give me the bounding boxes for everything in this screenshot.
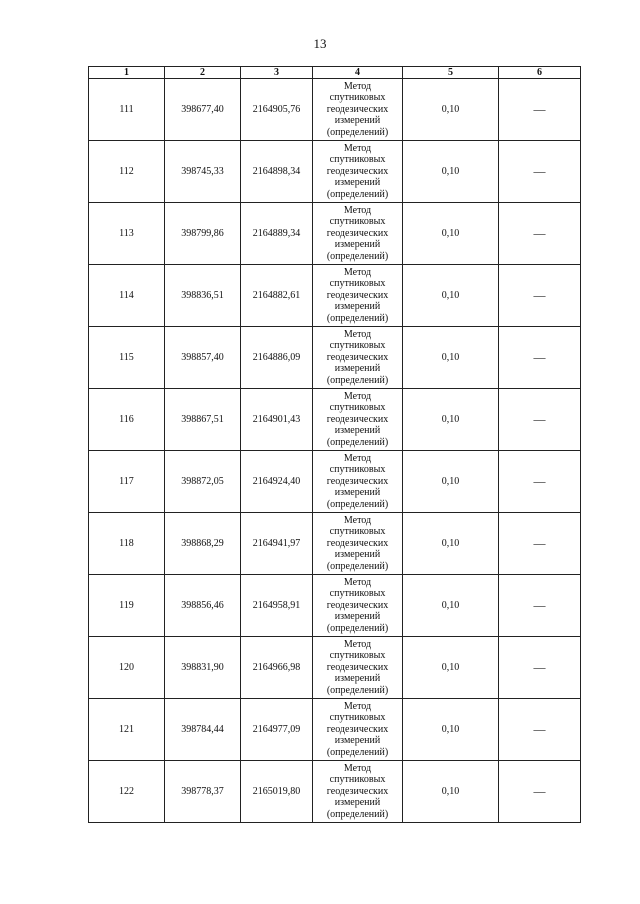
accuracy-cell: 0,10 bbox=[403, 699, 499, 761]
accuracy-cell: 0,10 bbox=[403, 327, 499, 389]
method-line: измерений bbox=[334, 797, 381, 809]
method-line: спутниковых bbox=[329, 774, 386, 786]
note-cell: — bbox=[499, 141, 581, 203]
method-line: геодезических bbox=[326, 351, 389, 363]
method-line: спутниковых bbox=[329, 154, 386, 166]
table-row bbox=[89, 699, 581, 761]
method-cell bbox=[313, 699, 403, 761]
note-cell: — bbox=[499, 699, 581, 761]
header-col-6: 6 bbox=[499, 67, 581, 79]
table-row bbox=[89, 79, 581, 141]
point-number-cell: 122 bbox=[89, 761, 165, 823]
table-row bbox=[89, 327, 581, 389]
note-cell: — bbox=[499, 389, 581, 451]
note-cell: — bbox=[499, 327, 581, 389]
method-cell bbox=[313, 79, 403, 141]
note-cell: — bbox=[499, 637, 581, 699]
accuracy-cell: 0,10 bbox=[403, 451, 499, 513]
method-line: (определений) bbox=[326, 312, 389, 324]
point-number-cell: 113 bbox=[89, 203, 165, 265]
method-cell bbox=[313, 203, 403, 265]
accuracy-cell: 0,10 bbox=[403, 637, 499, 699]
method-cell bbox=[313, 575, 403, 637]
note-cell: — bbox=[499, 761, 581, 823]
method-line: геодезических bbox=[326, 289, 389, 301]
accuracy-cell: 0,10 bbox=[403, 79, 499, 141]
method-line: Метод bbox=[343, 514, 372, 526]
point-number-cell: 111 bbox=[89, 79, 165, 141]
y-coordinate-cell: 2164966,98 bbox=[241, 637, 313, 699]
method-cell bbox=[313, 513, 403, 575]
method-line: Метод bbox=[343, 452, 372, 464]
header-col-2: 2 bbox=[165, 67, 241, 79]
header-col-3: 3 bbox=[241, 67, 313, 79]
method-line: Метод bbox=[343, 328, 372, 340]
method-cell bbox=[313, 451, 403, 513]
point-number-cell: 115 bbox=[89, 327, 165, 389]
method-line: геодезических bbox=[326, 661, 389, 673]
y-coordinate-cell: 2164924,40 bbox=[241, 451, 313, 513]
method-line: Метод bbox=[343, 762, 372, 774]
method-line: измерений bbox=[334, 735, 381, 747]
table-header-row bbox=[89, 67, 581, 79]
method-line: Метод bbox=[343, 80, 372, 92]
x-coordinate-cell: 398677,40 bbox=[165, 79, 241, 141]
method-line: (определений) bbox=[326, 436, 389, 448]
accuracy-cell: 0,10 bbox=[403, 761, 499, 823]
method-line: геодезических bbox=[326, 723, 389, 735]
method-line: спутниковых bbox=[329, 650, 386, 662]
x-coordinate-cell: 398836,51 bbox=[165, 265, 241, 327]
method-line: измерений bbox=[334, 115, 381, 127]
table-row bbox=[89, 203, 581, 265]
method-cell bbox=[313, 265, 403, 327]
accuracy-cell: 0,10 bbox=[403, 575, 499, 637]
method-line: измерений bbox=[334, 239, 381, 251]
method-line: геодезических bbox=[326, 537, 389, 549]
accuracy-cell: 0,10 bbox=[403, 265, 499, 327]
y-coordinate-cell: 2164958,91 bbox=[241, 575, 313, 637]
method-line: Метод bbox=[343, 266, 372, 278]
method-line: Метод bbox=[343, 576, 372, 588]
y-coordinate-cell: 2164898,34 bbox=[241, 141, 313, 203]
page-number: 13 bbox=[313, 36, 327, 51]
x-coordinate-cell: 398745,33 bbox=[165, 141, 241, 203]
point-number-cell: 121 bbox=[89, 699, 165, 761]
accuracy-cell: 0,10 bbox=[403, 141, 499, 203]
method-line: геодезических bbox=[326, 103, 389, 115]
method-line: (определений) bbox=[326, 374, 389, 386]
method-line: Метод bbox=[343, 204, 372, 216]
y-coordinate-cell: 2164941,97 bbox=[241, 513, 313, 575]
coordinates-table-container bbox=[88, 66, 580, 823]
header-col-1: 1 bbox=[89, 67, 165, 79]
point-number-cell: 116 bbox=[89, 389, 165, 451]
table-row bbox=[89, 451, 581, 513]
method-cell bbox=[313, 141, 403, 203]
accuracy-cell: 0,10 bbox=[403, 203, 499, 265]
method-line: Метод bbox=[343, 638, 372, 650]
note-cell: — bbox=[499, 513, 581, 575]
table-row bbox=[89, 575, 581, 637]
method-line: измерений bbox=[334, 363, 381, 375]
method-line: спутниковых bbox=[329, 712, 386, 724]
y-coordinate-cell: 2164905,76 bbox=[241, 79, 313, 141]
method-line: (определений) bbox=[326, 622, 389, 634]
method-line: Метод bbox=[343, 700, 372, 712]
x-coordinate-cell: 398868,29 bbox=[165, 513, 241, 575]
method-line: (определений) bbox=[326, 560, 389, 572]
x-coordinate-cell: 398872,05 bbox=[165, 451, 241, 513]
x-coordinate-cell: 398799,86 bbox=[165, 203, 241, 265]
method-line: измерений bbox=[334, 425, 381, 437]
method-line: спутниковых bbox=[329, 526, 386, 538]
header-col-4: 4 bbox=[313, 67, 403, 79]
y-coordinate-cell: 2164882,61 bbox=[241, 265, 313, 327]
method-cell bbox=[313, 637, 403, 699]
method-line: измерений bbox=[334, 611, 381, 623]
method-line: спутниковых bbox=[329, 464, 386, 476]
method-line: (определений) bbox=[326, 498, 389, 510]
note-cell: — bbox=[499, 451, 581, 513]
x-coordinate-cell: 398856,46 bbox=[165, 575, 241, 637]
x-coordinate-cell: 398857,40 bbox=[165, 327, 241, 389]
note-cell: — bbox=[499, 265, 581, 327]
x-coordinate-cell: 398831,90 bbox=[165, 637, 241, 699]
y-coordinate-cell: 2165019,80 bbox=[241, 761, 313, 823]
method-line: геодезических bbox=[326, 475, 389, 487]
method-line: (определений) bbox=[326, 250, 389, 262]
method-line: спутниковых bbox=[329, 340, 386, 352]
point-number-cell: 120 bbox=[89, 637, 165, 699]
method-line: Метод bbox=[343, 390, 372, 402]
point-number-cell: 114 bbox=[89, 265, 165, 327]
point-number-cell: 119 bbox=[89, 575, 165, 637]
method-line: измерений bbox=[334, 177, 381, 189]
method-line: геодезических bbox=[326, 785, 389, 797]
method-line: спутниковых bbox=[329, 92, 386, 104]
y-coordinate-cell: 2164886,09 bbox=[241, 327, 313, 389]
method-line: геодезических bbox=[326, 227, 389, 239]
accuracy-cell: 0,10 bbox=[403, 389, 499, 451]
method-line: спутниковых bbox=[329, 588, 386, 600]
table-row bbox=[89, 513, 581, 575]
method-line: измерений bbox=[334, 673, 381, 685]
note-cell: — bbox=[499, 203, 581, 265]
method-line: (определений) bbox=[326, 188, 389, 200]
method-line: геодезических bbox=[326, 599, 389, 611]
method-cell bbox=[313, 327, 403, 389]
table-row bbox=[89, 637, 581, 699]
note-cell: — bbox=[499, 79, 581, 141]
note-cell: — bbox=[499, 575, 581, 637]
point-number-cell: 117 bbox=[89, 451, 165, 513]
table-row bbox=[89, 761, 581, 823]
method-cell bbox=[313, 761, 403, 823]
x-coordinate-cell: 398778,37 bbox=[165, 761, 241, 823]
table-row bbox=[89, 141, 581, 203]
header-col-5: 5 bbox=[403, 67, 499, 79]
method-line: измерений bbox=[334, 301, 381, 313]
method-line: (определений) bbox=[326, 746, 389, 758]
method-line: (определений) bbox=[326, 808, 389, 820]
method-line: измерений bbox=[334, 487, 381, 499]
method-line: (определений) bbox=[326, 126, 389, 138]
y-coordinate-cell: 2164977,09 bbox=[241, 699, 313, 761]
x-coordinate-cell: 398867,51 bbox=[165, 389, 241, 451]
method-line: спутниковых bbox=[329, 402, 386, 414]
method-line: спутниковых bbox=[329, 278, 386, 290]
table-body bbox=[89, 79, 581, 823]
coordinates-table bbox=[88, 66, 581, 823]
method-line: спутниковых bbox=[329, 216, 386, 228]
y-coordinate-cell: 2164889,34 bbox=[241, 203, 313, 265]
point-number-cell: 118 bbox=[89, 513, 165, 575]
method-line: (определений) bbox=[326, 684, 389, 696]
method-line: геодезических bbox=[326, 165, 389, 177]
y-coordinate-cell: 2164901,43 bbox=[241, 389, 313, 451]
method-line: Метод bbox=[343, 142, 372, 154]
point-number-cell: 112 bbox=[89, 141, 165, 203]
accuracy-cell: 0,10 bbox=[403, 513, 499, 575]
table-row bbox=[89, 265, 581, 327]
method-line: измерений bbox=[334, 549, 381, 561]
method-cell bbox=[313, 389, 403, 451]
x-coordinate-cell: 398784,44 bbox=[165, 699, 241, 761]
table-row bbox=[89, 389, 581, 451]
method-line: геодезических bbox=[326, 413, 389, 425]
